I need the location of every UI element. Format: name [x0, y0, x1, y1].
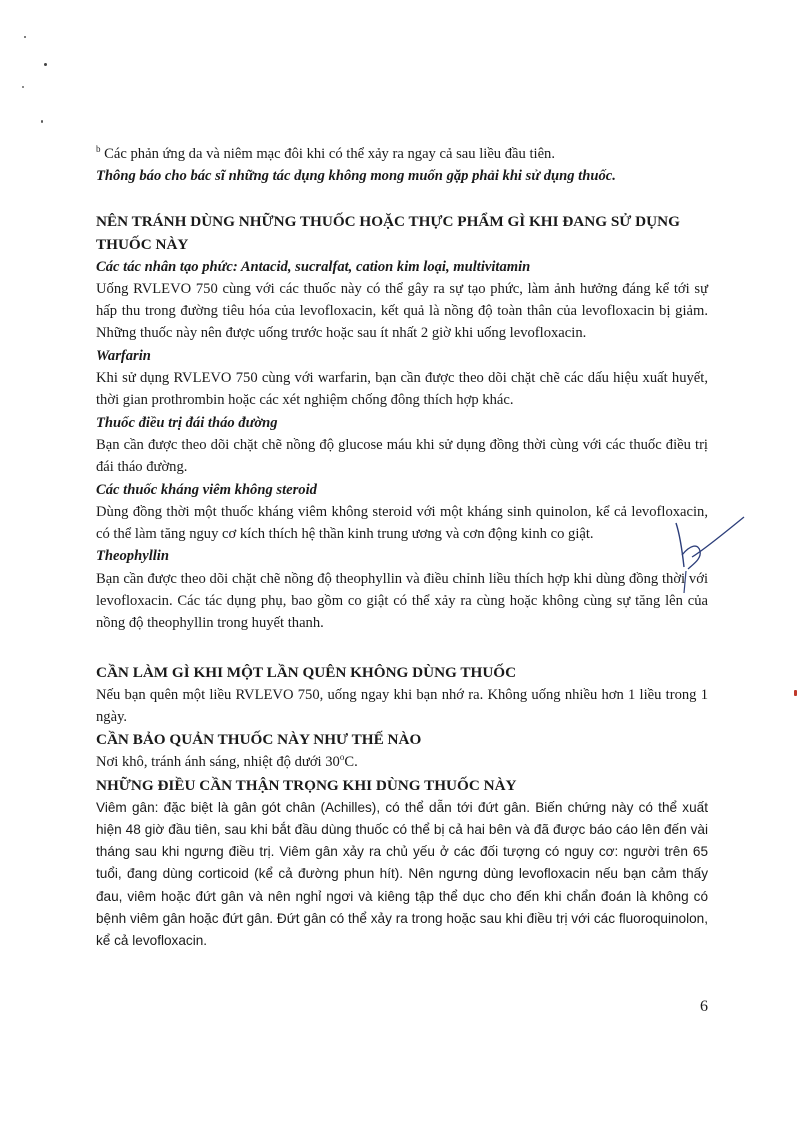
footnote-line — [96, 143, 708, 165]
paragraph-nsaids: Dùng đồng thời một thuốc kháng viêm không steroid với một kháng sinh quinolon, kể cả levofloxacin, có thể làm tăng nguy cơ kích thích hệ thần kinh trung ương và cơn động kinh co giật. — [96, 503, 708, 543]
degree-symbol: o — [339, 752, 345, 763]
footnote-text: Các phản ứng da và niêm mạc đôi khi có thể xảy ra ngay cả sau liều đầu tiên. — [104, 146, 555, 162]
scan-speck — [44, 63, 47, 66]
subheading-warfarin: Warfarin — [96, 347, 151, 364]
scan-speck — [41, 120, 43, 123]
paragraph-theophyllin: Bạn cần được theo dõi chặt chẽ nồng độ theophyllin và điều chỉnh liều thích hợp khi dùng đồng thời với levofloxacin. Các tác dụng phụ, bao gồm co giật có thể xảy ra cùng hoặc không cùng sự tăng lên của nồng độ theophyllin trong huyết thanh. — [96, 570, 708, 632]
section-heading-caution: NHỮNG ĐIỀU CẦN THẬN TRỌNG KHI DÙNG THUỐC NÀY — [96, 776, 517, 794]
section-heading-avoid: NÊN TRÁNH DÙNG NHỮNG THUỐC HOẶC THỰC PHẨM GÌ KHI ĐANG SỬ DỤNG THUỐC NÀY — [96, 212, 680, 253]
storage-unit: C. — [344, 754, 358, 771]
page-number: 6 — [700, 998, 708, 1015]
paragraph-caution: Viêm gân: đặc biệt là gân gót chân (Achilles), có thể dẫn tới đứt gân. Biến chứng này có thể xuất hiện 48 giờ đầu tiên, sau khi bắt đầu dùng thuốc có thể bị cả hai bên và đã được báo cáo lên đến vài tháng sau khi ngưng điều trị. Viêm gân xảy ra chủ yếu ở các đối tượng có nguy cơ: người trên 65 tuổi, đang dùng corticoid (kể cả đường phun hít). Nên ngưng dùng levofloxacin nếu bạn cảm thấy đau, viêm hoặc đứt gân và nên nghỉ ngơi và kiêng tập thể dục cho đến khi chẩn đoán là không có bệnh viêm gân hoặc đứt gân. Đứt gân có thể xảy ra trong hoặc sau khi điều trị với các fluoroquinolon, kể cả levofloxacin. — [96, 799, 708, 949]
paragraph-complexing-agents: Uống RVLEVO 750 cùng với các thuốc này có thể gây ra sự tạo phức, làm ảnh hưởng đáng kể tới sự hấp thu trong đường tiêu hóa của levofloxacin, kết quả là nồng độ toàn thân của levofloxacin bị giảm. Những thuốc này nên được uống trước hoặc sau ít nhất 2 giờ khi uống levofloxacin. — [96, 280, 708, 342]
handwritten-initial-mark — [662, 515, 752, 605]
scan-speck — [22, 86, 24, 88]
subheading-diabetes-drugs: Thuốc điều trị đái tháo đường — [96, 414, 278, 431]
subheading-theophyllin: Theophyllin — [96, 548, 169, 565]
subheading-complexing-agents: Các tác nhân tạo phức: Antacid, sucralfat, cation kim loại, multivitamin — [96, 258, 531, 275]
section-heading-missed-dose: CẦN LÀM GÌ KHI MỘT LẦN QUÊN KHÔNG DÙNG THUỐC — [96, 663, 517, 681]
paragraph-warfarin: Khi sử dụng RVLEVO 750 cùng với warfarin, bạn cần được theo dõi chặt chẽ các dấu hiệu xuất huyết, thời gian prothrombin hoặc các xét nghiệm chống đông thích hợp khác. — [96, 370, 708, 409]
subheading-nsaids: Các thuốc kháng viêm không steroid — [96, 481, 317, 498]
storage-text: Nơi khô, tránh ánh sáng, nhiệt độ dưới 30 — [96, 754, 340, 771]
scan-speck — [794, 690, 797, 696]
paragraph-storage — [96, 751, 708, 773]
paragraph-diabetes-drugs: Bạn cần được theo dõi chặt chẽ nồng độ glucose máu khi sử dụng đồng thời cùng với các thuốc điều trị đái tháo đường. — [96, 436, 708, 476]
document-page — [96, 143, 708, 953]
adverse-effects-notice: Thông báo cho bác sĩ những tác dụng không mong muốn gặp phải khi sử dụng thuốc. — [96, 168, 616, 185]
paragraph-missed-dose: Nếu bạn quên một liều RVLEVO 750, uống ngay khi bạn nhớ ra. Không uống nhiều hơn 1 liều trong 1 ngày. — [96, 686, 708, 725]
scan-speck — [24, 36, 26, 38]
section-heading-storage: CẦN BẢO QUẢN THUỐC NÀY NHƯ THẾ NÀO — [96, 731, 422, 749]
footnote-marker: b — [96, 144, 101, 155]
